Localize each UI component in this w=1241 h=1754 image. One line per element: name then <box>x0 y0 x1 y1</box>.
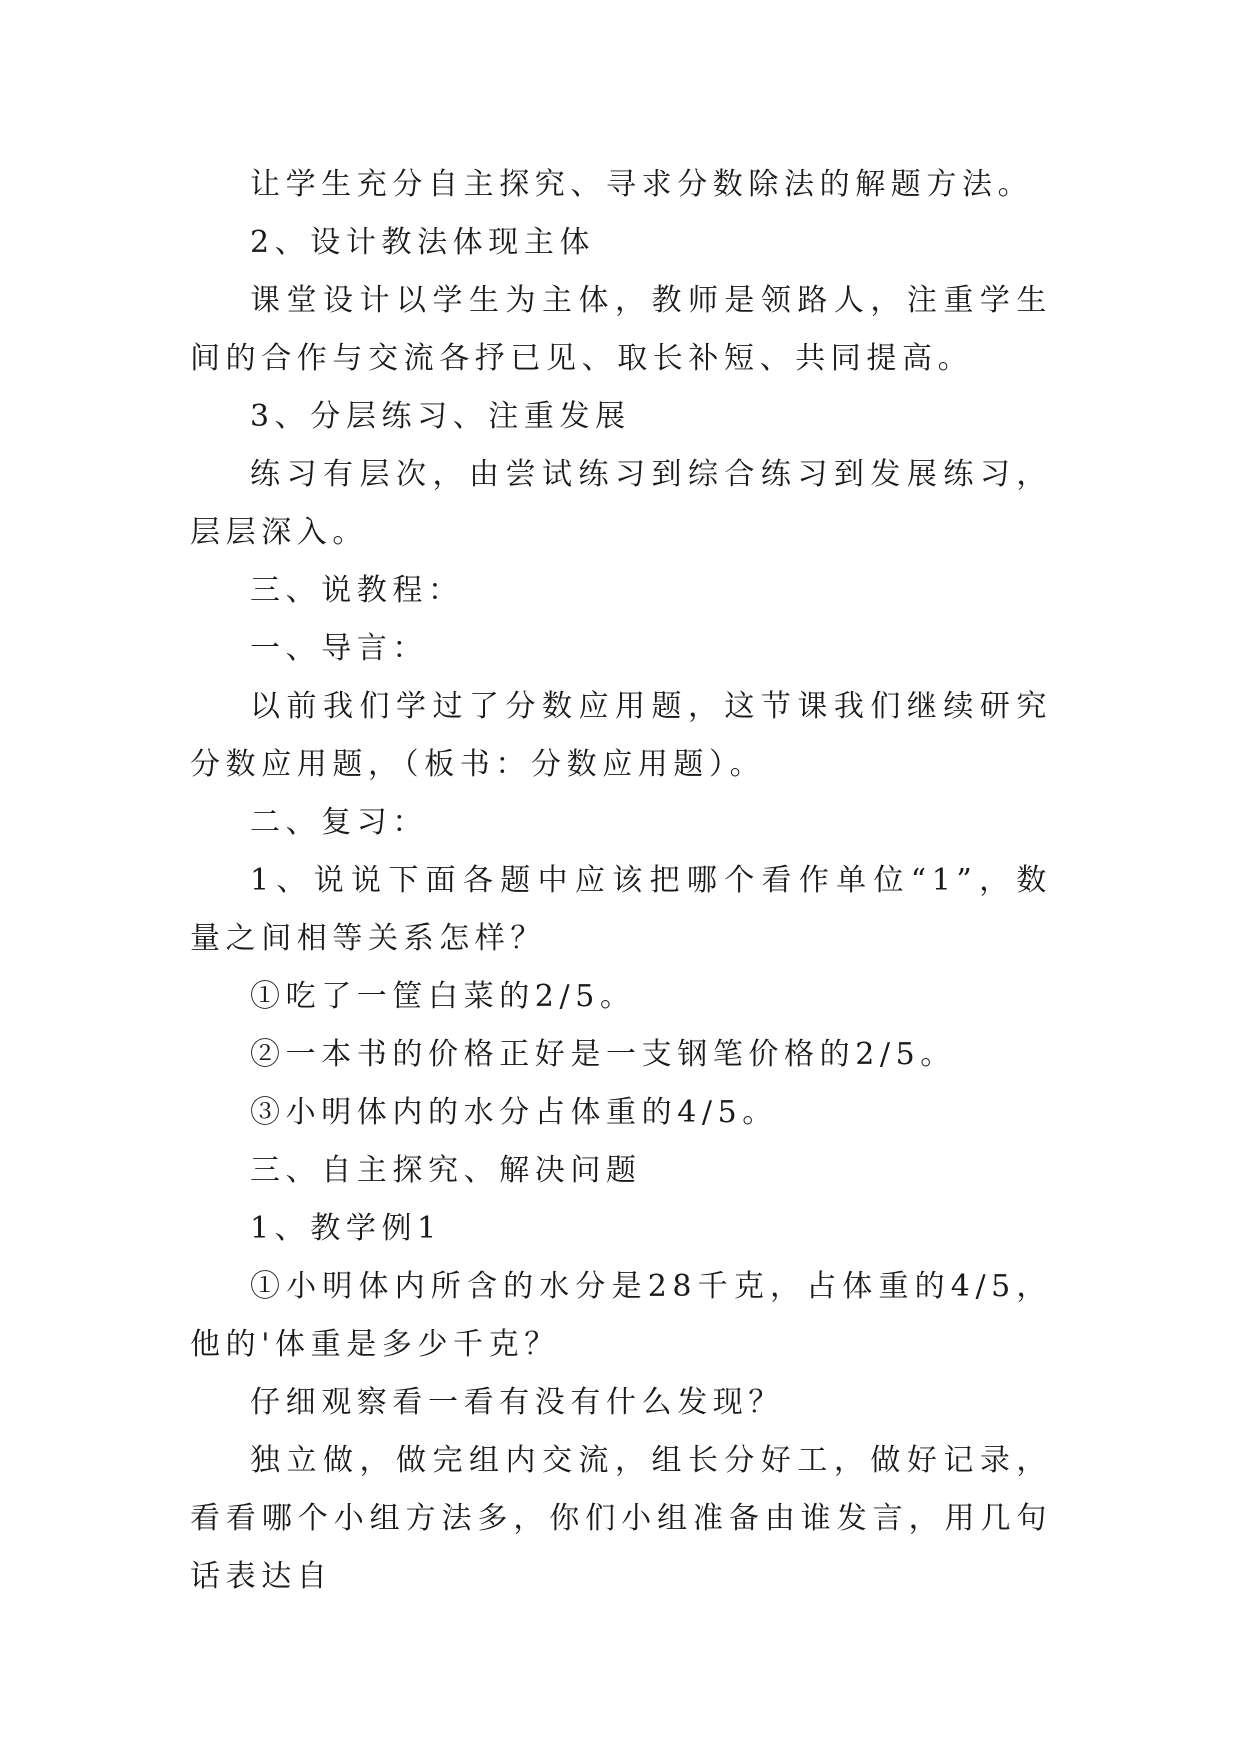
section-heading: 三、自主探究、解决问题 <box>250 1153 642 1188</box>
list-item: ①小明体内所含的水分是28千克，占体重的4/5，他的'体重是多少千克？ <box>190 1269 1052 1362</box>
paragraph: 让学生充分自主探究、寻求分数除法的解题方法。 <box>250 167 1034 202</box>
section-heading: 3、分层练习、注重发展 <box>250 399 631 434</box>
paragraph: 练习有层次，由尝试练习到综合练习到发展练习，层层深入。 <box>190 457 1052 550</box>
section-heading: 三、说教程： <box>250 573 464 608</box>
paragraph: 课堂设计以学生为主体，教师是领路人，注重学生间的合作与交流各抒已见、取长补短、共同提高。 <box>190 283 1052 376</box>
list-item: ③小明体内的水分占体重的4/5。 <box>250 1095 778 1130</box>
list-item: ①吃了一筐白菜的2/5。 <box>250 979 636 1014</box>
section-heading: 二、复习： <box>250 805 428 840</box>
section-heading: 1、教学例1 <box>250 1211 442 1246</box>
paragraph: 仔细观察看一看有没有什么发现？ <box>250 1385 784 1420</box>
document-body <box>190 156 1052 1606</box>
paragraph: 独立做，做完组内交流，组长分好工，做好记录，看看哪个小组方法多，你们小组准备由谁发言，用几句话表达自 <box>190 1443 1052 1594</box>
list-item: ②一本书的价格正好是一支钢笔价格的2/5。 <box>250 1037 956 1072</box>
paragraph: 1、说说下面各题中应该把哪个看作单位“1”，数量之间相等关系怎样？ <box>190 863 1052 956</box>
paragraph: 以前我们学过了分数应用题，这节课我们继续研究分数应用题，（板书：分数应用题）。 <box>190 689 1052 782</box>
section-heading: 2、设计教法体现主体 <box>250 225 596 260</box>
section-heading: 一、导言： <box>250 631 428 666</box>
